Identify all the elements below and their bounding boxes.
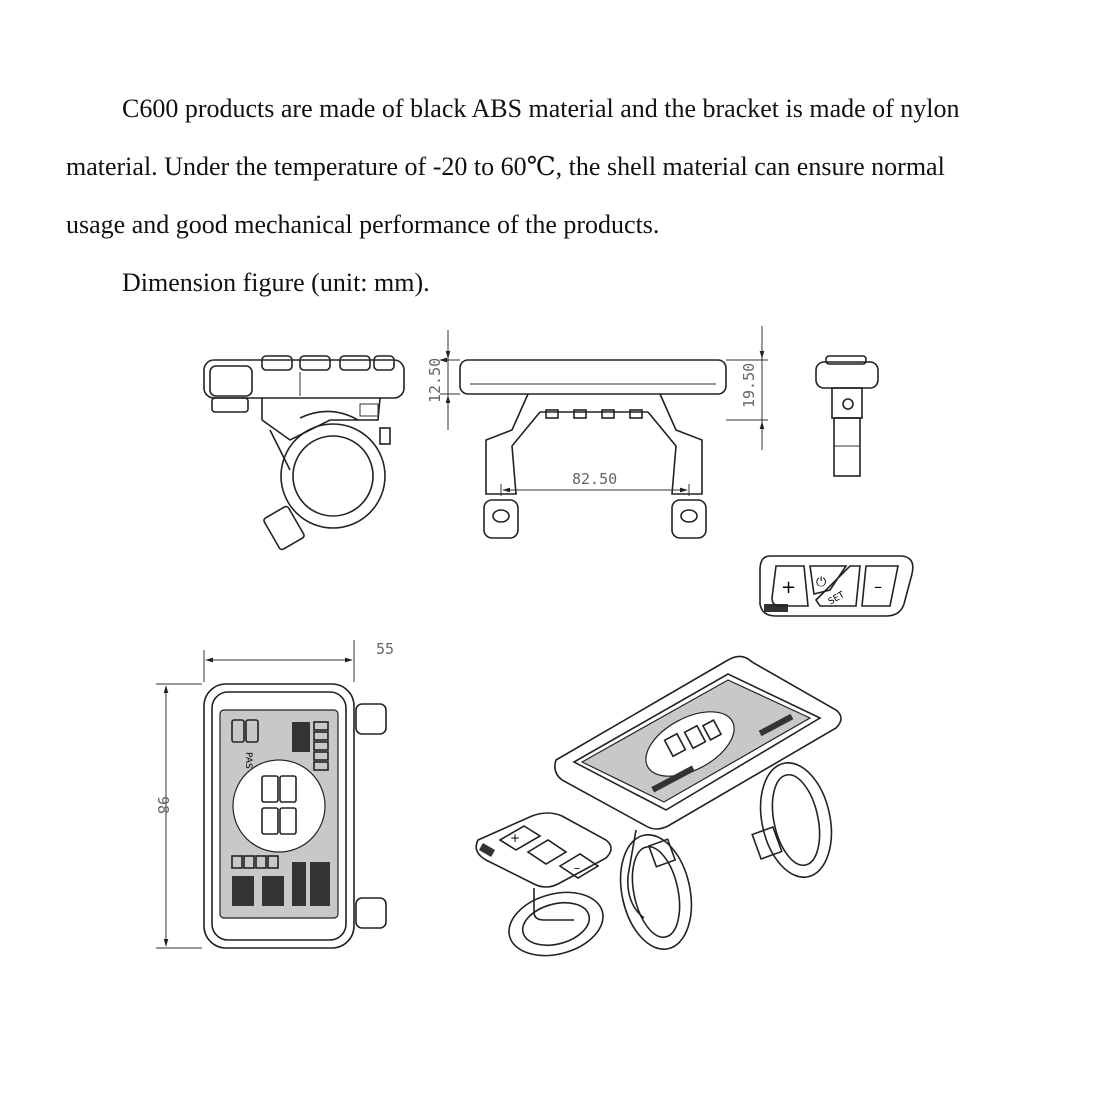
dimension-caption: Dimension figure (unit: mm). <box>122 268 430 297</box>
iso-minus-label: – <box>574 861 580 875</box>
profile-view <box>816 356 878 476</box>
side-view <box>204 356 404 551</box>
plus-button-label: + <box>781 577 797 598</box>
power-button-label: ⏻ <box>816 575 827 590</box>
button-remote <box>760 556 913 616</box>
intro-line-2: material. Under the temperature of -20 to 60℃, the shell material can ensure normal <box>66 152 945 181</box>
width-dim: 55 <box>376 640 395 658</box>
bracket-spacing-dim: 82.50 <box>572 470 618 488</box>
intro-line-1: C600 products are made of black ABS material and the bracket is made of nylon <box>122 94 960 123</box>
minus-button-label: – <box>874 577 882 596</box>
front-view <box>426 326 768 538</box>
pas-indicator: PAS <box>243 752 253 769</box>
side-height-dim: 12.50 <box>426 357 444 403</box>
set-button-label: SET <box>826 590 847 608</box>
height-dim: 98 <box>154 796 172 815</box>
front-height-dim: 19.50 <box>740 362 758 408</box>
intro-line-3: usage and good mechanical performance of the products. <box>66 210 660 239</box>
iso-plus-label: + <box>510 831 521 845</box>
isometric-view <box>476 656 841 965</box>
top-view <box>154 640 394 948</box>
